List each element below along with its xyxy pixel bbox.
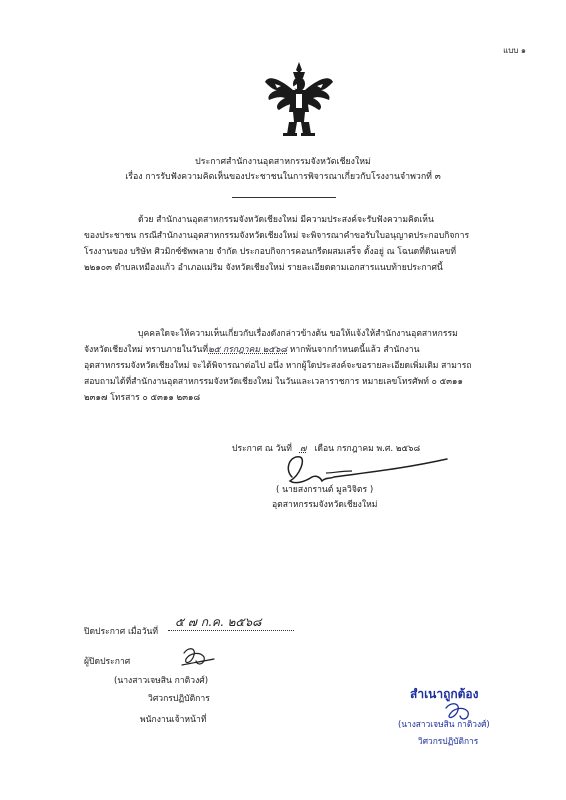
form-number: แบบ ๑ bbox=[503, 46, 526, 55]
body-paragraph-2 bbox=[84, 326, 524, 406]
poster-label: ผู้ปิดประกาศ bbox=[84, 657, 131, 667]
posted-label: ปิดประกาศ เมื่อวันที่ bbox=[84, 627, 159, 637]
deadline-date: ๒๕ กรกฎาคม ๒๕๖๘ bbox=[208, 345, 288, 355]
signer-name: ( นายสงกรานต์ มูลวิจิตร ) bbox=[276, 485, 374, 495]
title-separator bbox=[232, 197, 336, 198]
poster-role: พนักงานเจ้าหน้าที่ bbox=[140, 715, 207, 725]
poster-name: (นางสาวเจษสิน กาติวงศ์) bbox=[114, 676, 209, 686]
body-line: ด้วย สำนักงานอุตสาหกรรมจังหวัดเชียงใหม่ มีความประสงค์จะรับฟังความคิดเห็น bbox=[138, 215, 434, 225]
poster-title: วิศวกรปฏิบัติการ bbox=[148, 694, 210, 704]
date-month-year: เดือน กรกฎาคม พ.ศ. ๒๕๖๘ bbox=[314, 444, 421, 454]
body-line: บุคคลใดจะให้ความเห็นเกี่ยวกับเรื่องดังกล่าวข้างต้น ขอให้แจ้งให้สำนักงานอุตสาหกรรม bbox=[138, 329, 458, 339]
certifier-name: (นางสาวเจษสิน กาติวงศ์) bbox=[398, 719, 490, 729]
body-paragraph-1 bbox=[84, 212, 524, 276]
deadline-suffix: หากพ้นจากกำหนดนี้แล้ว สำนักงาน bbox=[287, 345, 420, 355]
body-line: ๒๒๑๐๓ ตำบลเหมืองแก้ว อำเภอแม่ริม จังหวัดเชียงใหม่ รายละเอียดตามเอกสารแนบท้ายประกาศนี้ bbox=[84, 263, 443, 273]
certified-copy-stamp: สำเนาถูกต้อง bbox=[410, 687, 479, 701]
announcement-title: ประกาศสำนักงานอุตสาหกรรมจังหวัดเชียงใหม่ bbox=[195, 157, 371, 167]
announcement-subject: เรื่อง การรับฟังความคิดเห็นของประชาชนในการพิจารณาเกี่ยวกับโรงงานจำพวกที่ ๓ bbox=[125, 172, 441, 182]
deadline-prefix: จังหวัดเชียงใหม่ ทราบภายในวันที่ bbox=[84, 345, 209, 355]
certifier-title: วิศวกรปฏิบัติการ bbox=[418, 736, 479, 746]
date-prefix: ประกาศ ณ วันที่ bbox=[232, 444, 292, 454]
posted-date: ๕ ๗ ก.ค. ๒๕๖๘ bbox=[175, 615, 262, 629]
body-line: สอบถามได้ที่สำนักงานอุตสาหกรรมจังหวัดเชียงใหม่ ในวันและเวลาราชการ หมายเลขโทรศัพท์ ๐ ๕๓๑๑ bbox=[84, 377, 463, 387]
body-line: โรงงานของ บริษัท ศิวมิกซ์ซัพพลาย จำกัด ประกอบกิจการคอนกรีตผสมเสร็จ ตั้งอยู่ ณ โฉนดที่ดินเลขที่ bbox=[84, 247, 457, 257]
body-line: ๒๓๑๗ โทรสาร ๐ ๕๓๑๑ ๒๓๑๘ bbox=[84, 393, 201, 403]
body-line-deadline bbox=[84, 342, 524, 358]
poster-signature bbox=[178, 645, 218, 671]
posted-date-line bbox=[168, 630, 294, 631]
signer-title: อุตสาหกรรมจังหวัดเชียงใหม่ bbox=[272, 500, 378, 510]
garuda-emblem bbox=[263, 60, 335, 140]
body-line: อุตสาหกรรมจังหวัดเชียงใหม่ จะได้พิจารณาต่อไป อนึ่ง หากผู้ใดประสงค์จะขอรายละเอียดเพิ่มเติม สามารถ bbox=[84, 361, 472, 371]
date-day: ๗ bbox=[299, 444, 307, 454]
body-line: ของประชาชน กรณีสำนักงานอุตสาหกรรมจังหวัดเชียงใหม่ จะพิจารณาคำขอรับใบอนุญาตประกอบกิจการ bbox=[84, 231, 470, 241]
